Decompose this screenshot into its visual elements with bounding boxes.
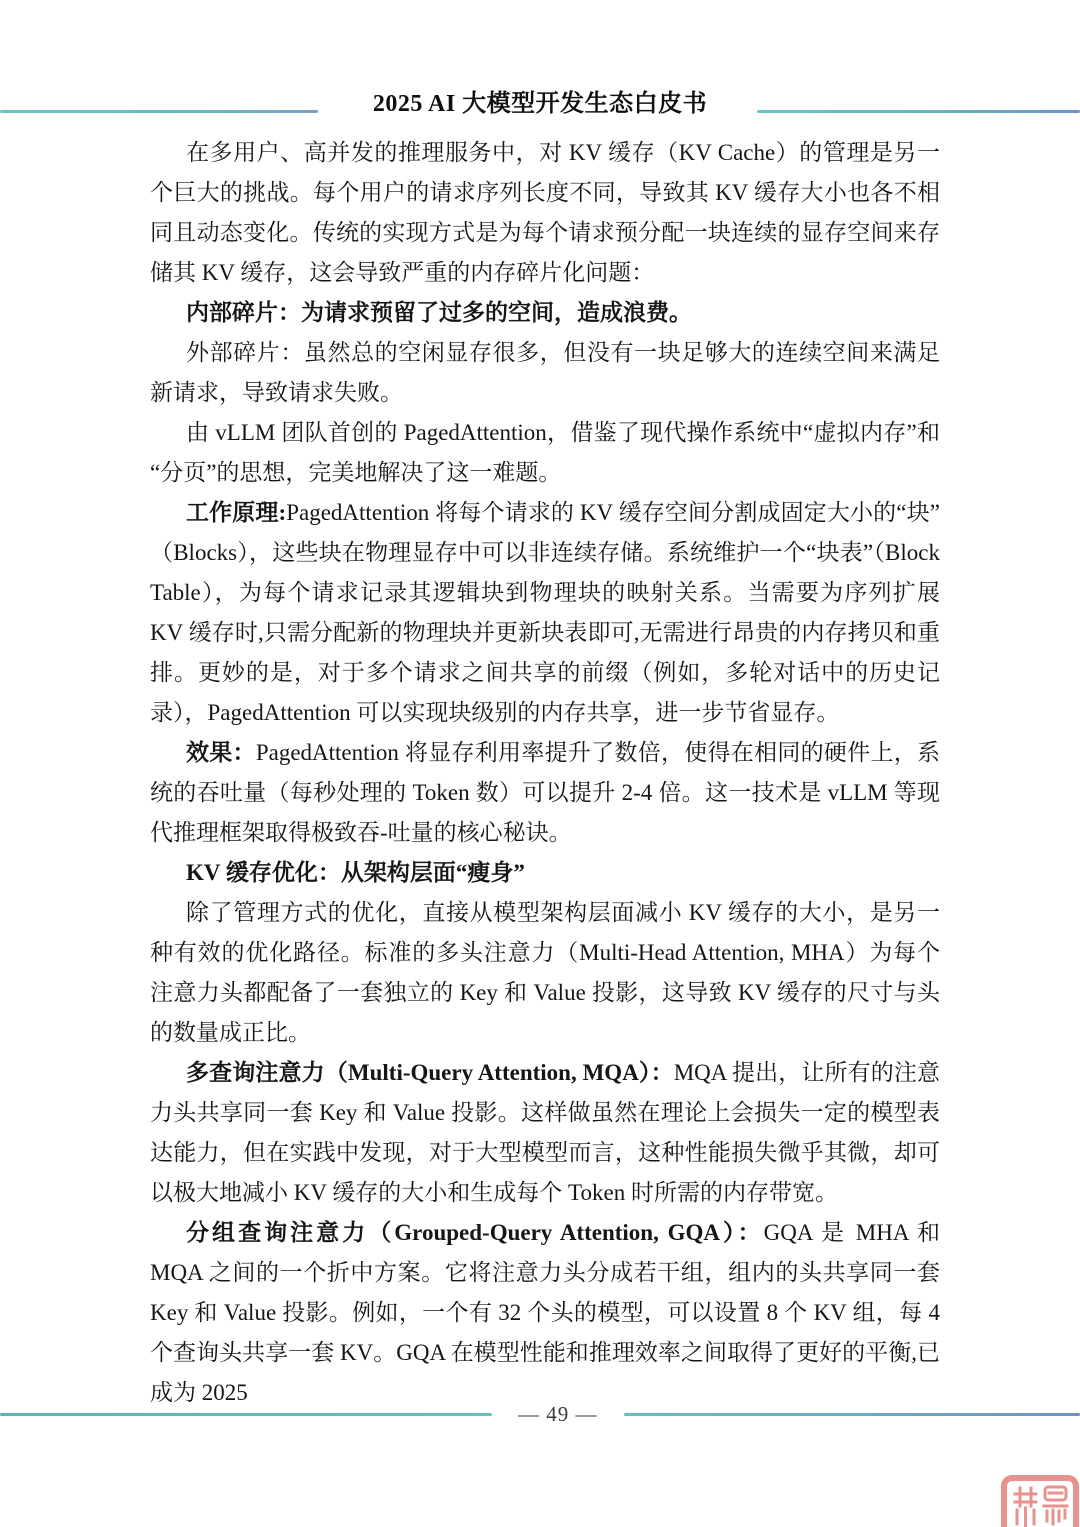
section-heading: KV 缓存优化：从架构层面“瘦身” — [186, 860, 525, 885]
paragraph: 工作原理:PagedAttention 将每个请求的 KV 缓存空间分割成固定大小的“块”（Blocks），这些块在物理显存中可以非连续存储。系统维护一个“块表”（Block Table），为每个请求记录其逻辑块到物理块的映射关系。当需要为序列扩展 KV 缓存时,只需分配新的物理块并更新块表即可,无需进行昂贵的内存拷贝和重排。更妙的是，对于多个请求之间共享的前缀（例如，多轮对话中的历史记录），PagedAttention 可以实现块级别的内存共享，进一步节省显存。 — [150, 500, 940, 725]
paragraph-lead: 效果： — [186, 740, 256, 765]
paragraph: 在多用户、高并发的推理服务中，对 KV 缓存（KV Cache）的管理是另一个巨大的挑战。每个用户的请求序列长度不同，导致其 KV 缓存大小也各不相同且动态变化。传统的实现方式是为每个请求预分配一块连续的显存空间来存储其 KV 缓存，这会导致严重的内存碎片化问题： — [150, 140, 940, 285]
paragraph: 除了管理方式的优化，直接从模型架构层面减小 KV 缓存的大小，是另一种有效的优化路径。标准的多头注意力（Multi-Head Attention, MHA）为每个注意力头都配备了一套独立的 Key 和 Value 投影，这导致 KV 缓存的尺寸与头的数量成正比。 — [150, 900, 940, 1045]
paragraph: 外部碎片：虽然总的空闲显存很多，但没有一块足够大的连续空间来满足新请求，导致请求失败。 — [150, 340, 940, 405]
paragraph: 分组查询注意力（Grouped-Query Attention, GQA）：GQA 是 MHA 和 MQA 之间的一个折中方案。它将注意力头分成若干组，组内的头共享同一套 Key 和 Value 投影。例如，一个有 32 个头的模型，可以设置 8 个 KV 组，每 4 个查询头共享一套 KV。GQA 在模型性能和推理效率之间取得了更好的平衡,已成为 2025 — [150, 1220, 940, 1405]
page-title: 2025 AI 大模型开发生态白皮书 — [372, 91, 708, 117]
paragraph: 效果：PagedAttention 将显存利用率提升了数倍，使得在相同的硬件上，系统的吞吐量（每秒处理的 Token 数）可以提升 2-4 倍。这一技术是 vLLM 等现代推理框架取得极致吞-吐量的核心秘诀。 — [150, 740, 940, 845]
paragraph: 多查询注意力（Multi-Query Attention, MQA）：MQA 提出，让所有的注意力头共享同一套 Key 和 Value 投影。这样做虽然在理论上会损失一定的模型表达能力，但在实践中发现，对于大型模型而言，这种性能损失微乎其微，却可以极大地减小 KV 缓存的大小和生成每个 Token 时所需的内存带宽。 — [150, 1060, 941, 1205]
footer-rule-right — [624, 1413, 1080, 1416]
page-number: — 49 — — [518, 1402, 598, 1426]
document-body — [150, 133, 940, 1413]
header-rule-right — [757, 110, 1080, 113]
page-header — [0, 86, 1080, 126]
page-footer — [0, 1402, 1080, 1427]
paragraph: 内部碎片：为请求预留了过多的空间，造成浪费。 — [186, 300, 692, 325]
footer-rule-left — [0, 1413, 492, 1416]
header-rule-left — [0, 110, 318, 113]
paragraph: 由 vLLM 团队首创的 PagedAttention，借鉴了现代操作系统中“虚拟内存”和“分页”的思想，完美地解决了这一难题。 — [150, 420, 940, 485]
paragraph-lead: 工作原理: — [186, 500, 287, 525]
paragraph-lead: 多查询注意力（Multi-Query Attention, MQA）： — [186, 1060, 674, 1085]
paragraph-lead: 分组查询注意力（Grouped-Query Attention, GQA）： — [186, 1220, 764, 1245]
seal-stamp-icon — [1000, 1474, 1080, 1527]
